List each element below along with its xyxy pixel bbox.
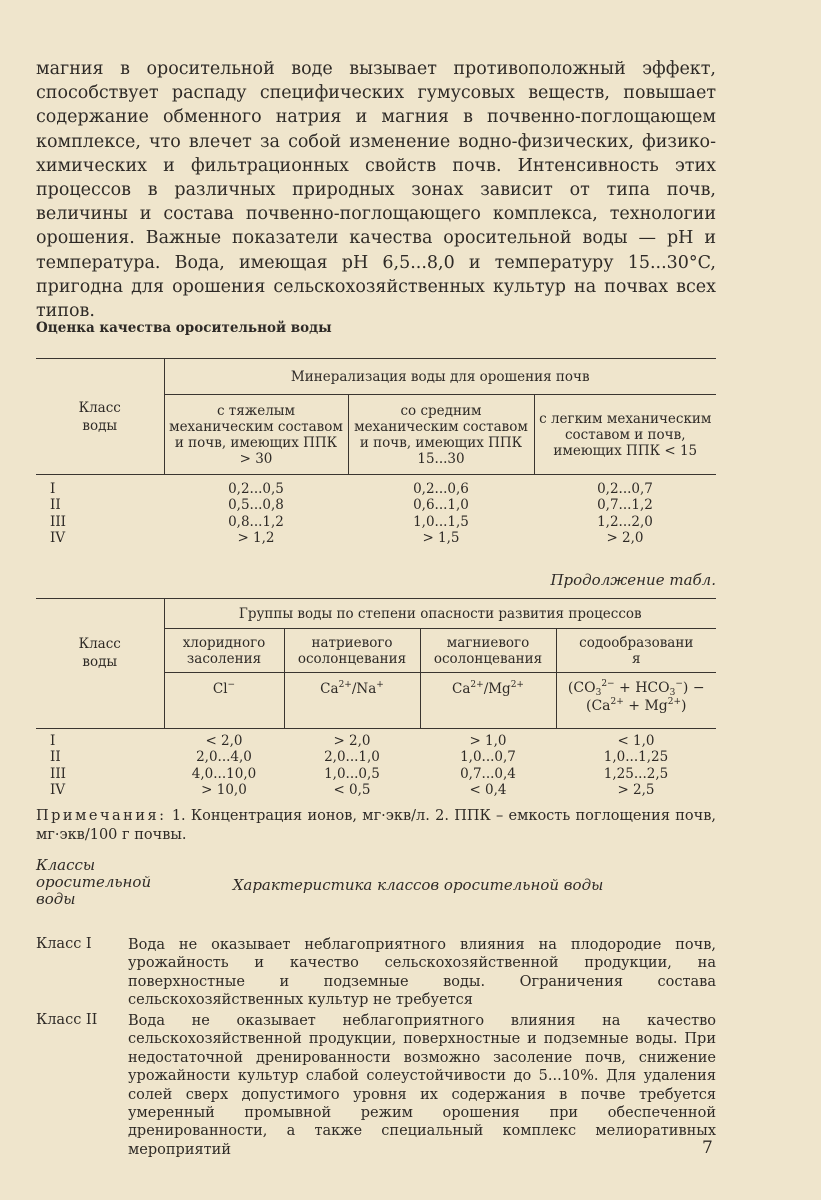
class-header-cell [36,599,164,629]
column-header-heavy: с тяжелым механическим составом и почв, имеющих ППК > 30 [164,395,348,475]
column-header-medium: со средним механическим составом и почв, имеющих ППК 15...30 [348,395,534,475]
column-header-sodium: натриевого осолонцевания [284,629,420,673]
characteristics-title: Характеристика классов оросительной воды [232,876,604,894]
class-ii-label: Класс II [36,1012,98,1028]
class-cell: I [50,480,56,497]
table-row [36,782,716,799]
value-cell: 1,0...0,5 [324,765,380,782]
table-row [36,497,716,514]
value-cell: < 1,0 [617,732,655,749]
class-header: Класс воды [36,629,164,729]
value-cell: 1,0...1,5 [413,513,469,530]
table-row [36,766,716,783]
indicator-soda: $(CO_3^{2-} + HCO_3^-)$ − $(Ca^{2+} + Mg^{2+})$ [556,673,716,729]
class-cell: I [50,732,56,749]
notes-text: 1. Концентрация ионов, мг·экв/л. 2. ППК – емкость поглощения почв, мг·экв/100 г почвы. [36,808,716,843]
page-number: 7 [702,1138,713,1158]
class-ii-description: Вода не оказывает неблагоприятного влияния на качество сельскохозяйственной продукции, поверхностные и подземные воды. При недостаточной дренированности возможно засоление почв, снижение урожайности культур слабой солеустойчивости до 5...10%. Для удаления солей сверх допустимого уровня их содержания в почве требуется умеренный промывной режим орошения при обеспеченной дренированности, а также специальный комплекс мелиоративных мероприятий [128,1013,716,1158]
class-cell: II [50,497,61,514]
value-cell: > 1,5 [422,530,460,547]
value-cell: 1,2...2,0 [597,513,653,530]
value-cell: 0,2...0,6 [413,480,469,497]
table-row [36,514,716,531]
column-header-magnesium: магниевого осолонцевания [420,629,556,673]
value-cell: 1,0...1,25 [603,749,669,766]
value-cell: < 0,5 [333,782,371,799]
class-header: Класс воды [36,395,164,475]
value-cell: > 1,0 [469,732,507,749]
continued-label: Продолжение табл. [550,571,716,589]
indicator-sodium: $Ca^{2+}/Na^+$ [284,673,420,729]
mineralization-table [36,358,716,547]
column-header-light: с легким механическим составом и почв, имеющих ППК < 15 [534,395,716,475]
value-cell: 0,2...0,5 [228,480,284,497]
value-cell: > 2,0 [333,732,371,749]
column-header-soda: содообразования [556,629,716,673]
value-cell: 2,0...4,0 [196,749,252,766]
table-row [36,481,716,498]
classes-column-header: Классы оросительной воды [36,856,152,908]
class-cell: II [50,749,61,766]
table-row [36,530,716,547]
class-header-cell [36,359,164,395]
notes-label: Примечания: [36,808,167,824]
class-cell: IV [50,530,66,547]
indicator-magnesium: $Ca^{2+}/Mg^{2+}$ [420,673,556,729]
class-cell: IV [50,782,66,799]
value-cell: 1,25...2,5 [603,765,669,782]
table-row [36,749,716,766]
value-cell: > 10,0 [201,782,247,799]
group-header: Минерализация воды для орошения почв [164,359,716,395]
value-cell: 0,2...0,7 [597,480,653,497]
class-cell: III [50,765,66,782]
column-header-chloride: хлоридного засоления [164,629,284,673]
class-cell: III [50,513,66,530]
class-i-description: Вода не оказывает неблагоприятного влияния на плодородие почв, урожайность и качество сельскохозяйственной продукции, на поверхностные и подземные воды. Ограничения состава сельскохозяйственных культур не требуется [128,937,716,1009]
value-cell: 4,0...10,0 [191,765,257,782]
value-cell: > 1,2 [237,530,275,547]
table-title: Оценка качества оросительной воды [36,320,332,336]
value-cell: 0,5...0,8 [228,497,284,514]
value-cell: > 2,5 [617,782,655,799]
hazard-groups-table [36,598,716,799]
value-cell: 0,6...1,0 [413,497,469,514]
intro-paragraph: магния в оросительной воде вызывает противоположный эффект, способствует распаду специфических гумусовых веществ, повышает содержание обменного натрия и магния в почвенно-поглощающем комплексе, что влечет за собой изменение водно-физических, физико-химических и фильтрационных свойств почв. Интенсивность этих процессов в различных природных зонах зависит от типа почв, величины и состава почвенно-поглощающего комплекса, технологии орошения. Важные показатели качества оросительной воды — pH и температура. Вода, имеющая pH 6,5...8,0 и температуру 15...30°C, пригодна для орошения сельскохозяйственных культур на почвах всех типов. [36,59,716,322]
value-cell: 2,0...1,0 [324,749,380,766]
value-cell: > 2,0 [606,530,644,547]
value-cell: 0,7...0,4 [460,765,516,782]
indicator-chloride: Cl− [164,673,284,729]
value-cell: 0,7...1,2 [597,497,653,514]
group-header: Группы воды по степени опасности развития процессов [164,599,716,629]
table-row [36,733,716,750]
value-cell: < 0,4 [469,782,507,799]
class-i-label: Класс I [36,936,92,952]
table-notes [36,807,716,845]
value-cell: 1,0...0,7 [460,749,516,766]
value-cell: 0,8...1,2 [228,513,284,530]
value-cell: < 2,0 [205,732,243,749]
